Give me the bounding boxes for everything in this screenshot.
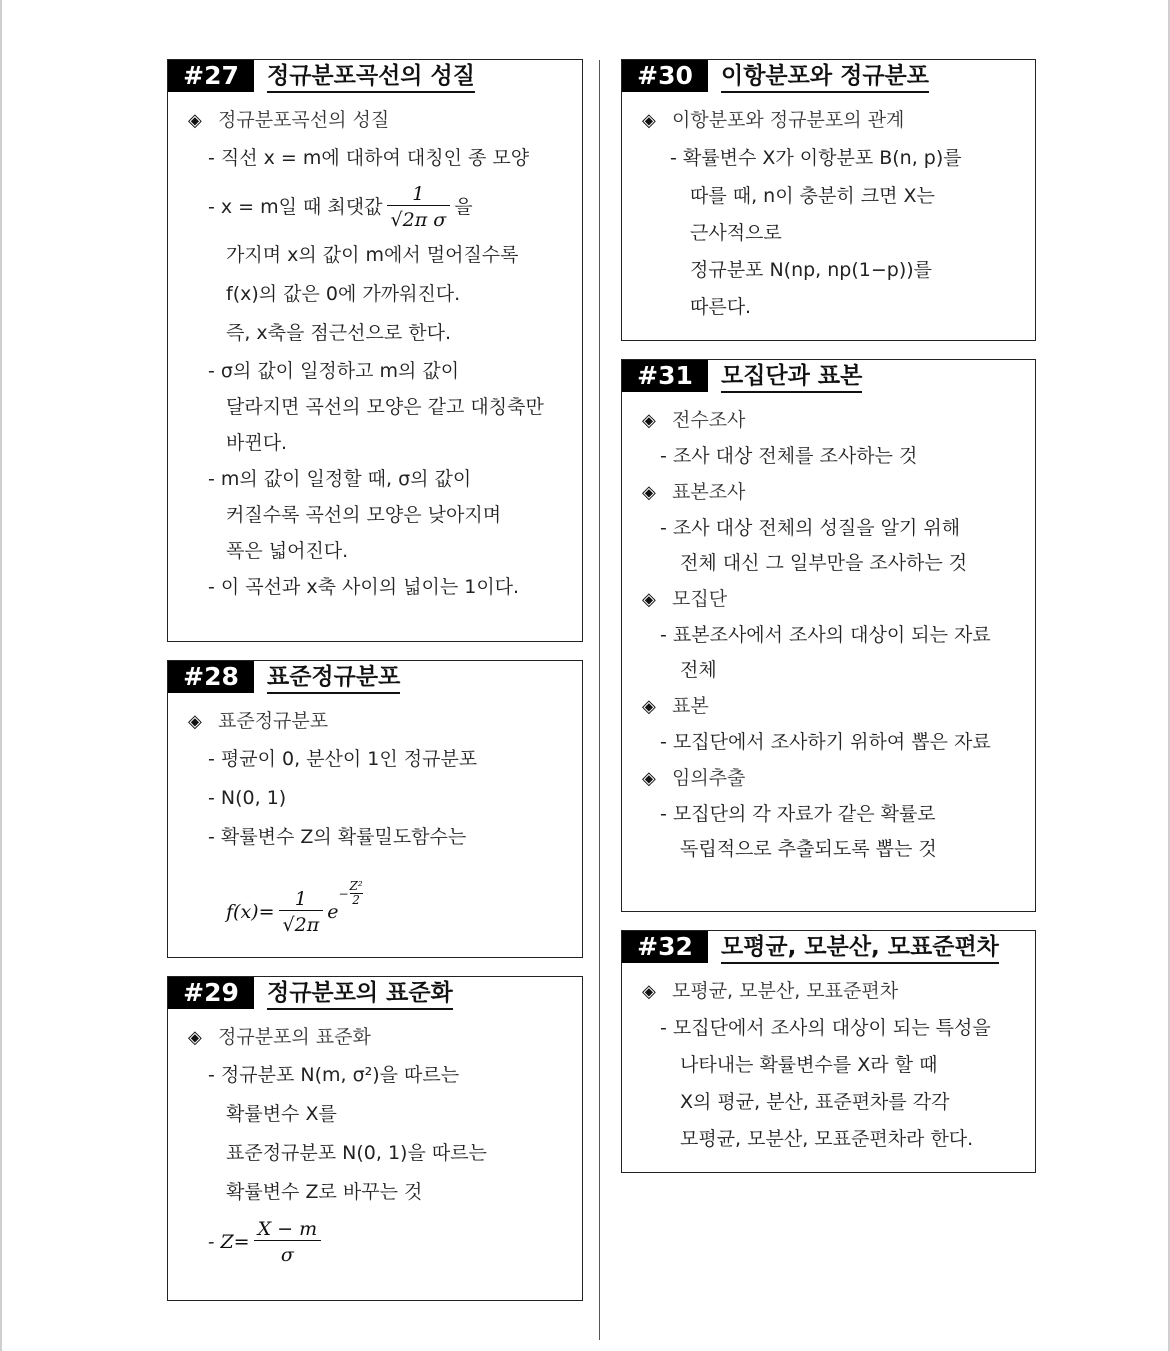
text-line: 따른다. [690, 296, 752, 318]
text-line: - 모집단의 각 자료가 같은 확률로 [660, 803, 936, 825]
box-29-title: 정규분포의 표준화 [267, 979, 453, 1010]
text-line: - N(0, 1) [208, 787, 287, 809]
text-line: - 확률변수 X가 이항분포 B(n, p)를 [670, 147, 962, 169]
box-32-title: 모평균, 모분산, 모표준편차 [721, 933, 999, 964]
diamond-icon: ◈ [642, 482, 656, 503]
exponent-numerator: Z² [349, 879, 363, 893]
section-label: 전수조사 [672, 409, 746, 431]
text-line: 근사적으로 [690, 222, 782, 244]
text-line: 표준정규분포 N(0, 1)을 따르는 [226, 1142, 487, 1164]
box-31-title: 모집단과 표본 [721, 362, 862, 393]
box-30-number: #30 [622, 60, 708, 92]
box-28-header [168, 661, 582, 693]
box-27-number: #27 [168, 60, 254, 92]
section-label: 표본 [672, 695, 709, 717]
section-label: 모평균, 모분산, 모표준편차 [672, 980, 899, 1002]
box-32 [621, 930, 1036, 1173]
text-line: - 정규분포 N(m, σ²)을 따르는 [208, 1064, 460, 1086]
section-label: 정규분포의 표준화 [218, 1026, 371, 1048]
exponent-sign: − [338, 887, 349, 901]
box-32-section [622, 973, 1035, 1010]
box-30-title: 이항분포와 정규분포 [721, 62, 929, 93]
formula-lhs: f(x)= [226, 901, 275, 923]
standardization-fraction [254, 1218, 322, 1267]
density-fraction [279, 888, 324, 937]
text-line: 전체 [680, 659, 717, 681]
text-line: 모평균, 모분산, 모표준편차라 한다. [680, 1128, 974, 1150]
density-formula [168, 857, 582, 936]
text-line: - σ의 값이 일정하고 m의 값이 [208, 360, 460, 382]
section-label: 표준정규분포 [218, 710, 329, 732]
diamond-icon: ◈ [642, 768, 656, 789]
fraction-numerator: 1 [294, 888, 307, 910]
section-random-sampling [622, 760, 1035, 797]
box-31 [621, 359, 1036, 912]
text-line: - 모집단에서 조사하기 위하여 뽑은 자료 [660, 731, 991, 753]
box-32-number: #32 [622, 931, 708, 963]
fraction-numerator: 1 [412, 183, 425, 205]
exponent-fraction [350, 880, 363, 907]
section-label: 이항분포와 정규분포의 관계 [672, 109, 905, 131]
box-28-title: 표준정규분포 [267, 663, 400, 694]
text-line: 정규분포 N(np, np(1−p))를 [690, 259, 933, 281]
text-line: X의 평균, 분산, 표준편차를 각각 [680, 1091, 950, 1113]
section-label: 표본조사 [672, 481, 746, 503]
column-divider [599, 60, 600, 1340]
text-line: 따를 때, n이 충분히 크면 X는 [690, 185, 935, 207]
box-30 [621, 59, 1036, 341]
text-line: 바뀐다. [226, 432, 288, 454]
diamond-icon: ◈ [642, 410, 656, 431]
section-label: 임의추출 [672, 767, 746, 789]
diamond-icon: ◈ [188, 711, 202, 732]
text-line: - 조사 대상 전체의 성질을 알기 위해 [660, 517, 961, 539]
box-27-header [168, 60, 582, 92]
standardization-formula [168, 1212, 582, 1272]
box-29-header [168, 977, 582, 1009]
box-27-title: 정규분포곡선의 성질 [267, 62, 475, 93]
box-29 [167, 976, 583, 1301]
text-line: - 평균이 0, 분산이 1인 정규분포 [208, 748, 478, 770]
box-30-header [622, 60, 1035, 92]
text-line: - m의 값이 일정할 때, σ의 값이 [208, 468, 472, 490]
section-sample [622, 688, 1035, 725]
box-32-header [622, 931, 1035, 963]
box-30-section [622, 102, 1035, 139]
text-segment: 을 [454, 196, 473, 218]
fraction-denominator: √2π σ [387, 205, 451, 232]
box-28 [167, 660, 583, 958]
text-line: - 이 곡선과 x축 사이의 넓이는 1이다. [208, 576, 520, 598]
box-27-section [168, 102, 582, 139]
exponent-denominator: 2 [350, 893, 363, 907]
text-line: 커질수록 곡선의 모양은 낮아지며 [226, 504, 502, 526]
box-28-section [168, 703, 582, 740]
text-line: 확률변수 Z로 바꾸는 것 [226, 1181, 423, 1203]
diamond-icon: ◈ [642, 981, 656, 1002]
text-line: 전체 대신 그 일부만을 조사하는 것 [680, 552, 968, 574]
text-segment: - x = m일 때 최댓값 [208, 196, 383, 218]
box-31-number: #31 [622, 360, 708, 392]
diamond-icon: ◈ [642, 696, 656, 717]
box-28-number: #28 [168, 661, 254, 693]
fraction-denominator: √2π [279, 910, 324, 937]
section-census [622, 402, 1035, 439]
page-edge-left [0, 0, 2, 1351]
max-value-line [168, 178, 582, 236]
section-label: 정규분포곡선의 성질 [218, 109, 390, 131]
text-line: f(x)의 값은 0에 가까워진다. [226, 283, 461, 305]
box-29-number: #29 [168, 977, 254, 1009]
diamond-icon: ◈ [188, 1027, 202, 1048]
text-line: 독립적으로 추출되도록 뽑는 것 [680, 838, 937, 860]
text-line: 즉, x축을 점근선으로 한다. [226, 322, 451, 344]
section-population [622, 581, 1035, 618]
section-sample-survey [622, 474, 1035, 511]
formula-lhs: - Z= [208, 1231, 250, 1253]
text-line: 가지며 x의 값이 m에서 멀어질수록 [226, 244, 519, 266]
box-31-header [622, 360, 1035, 392]
diamond-icon: ◈ [188, 110, 202, 131]
text-line: 나타내는 확률변수를 X라 할 때 [680, 1054, 938, 1076]
text-line: 달라지면 곡선의 모양은 같고 대칭축만 [226, 396, 544, 418]
text-line: - 조사 대상 전체를 조사하는 것 [660, 445, 918, 467]
max-value-fraction [387, 183, 451, 232]
fraction-denominator: σ [254, 1240, 322, 1267]
text-line: - 표본조사에서 조사의 대상이 되는 자료 [660, 624, 991, 646]
text-line: - 직선 x = m에 대하여 대칭인 종 모양 [208, 147, 530, 169]
box-29-section [168, 1019, 582, 1056]
fraction-numerator: X − m [257, 1218, 318, 1240]
euler-e: e [327, 901, 339, 923]
box-27 [167, 59, 583, 642]
text-line: 폭은 넓어진다. [226, 540, 349, 562]
diamond-icon: ◈ [642, 110, 656, 131]
text-line: - 모집단에서 조사의 대상이 되는 특성을 [660, 1017, 991, 1039]
diamond-icon: ◈ [642, 589, 656, 610]
section-label: 모집단 [672, 588, 728, 610]
text-line: 확률변수 X를 [226, 1103, 337, 1125]
text-line: - 확률변수 Z의 확률밀도함수는 [208, 826, 467, 848]
